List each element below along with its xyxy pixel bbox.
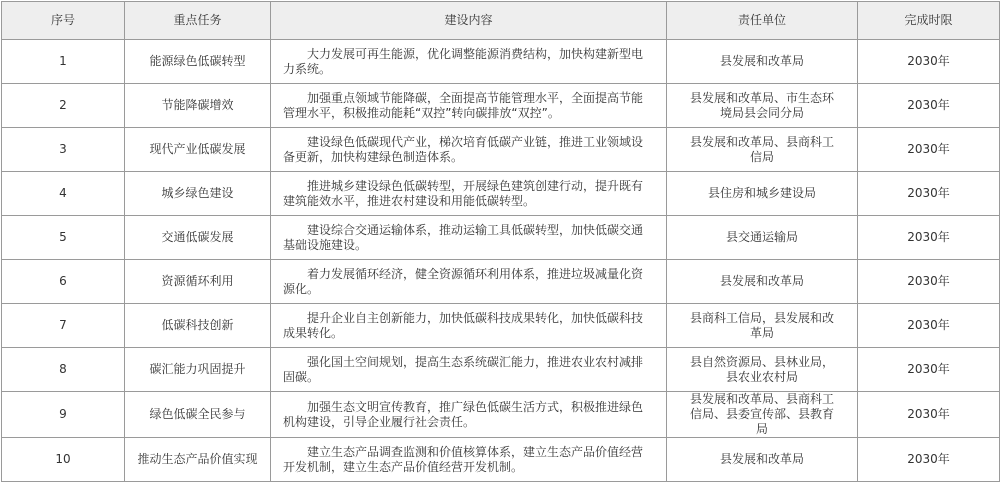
row-deadline: 2030年 bbox=[858, 172, 1000, 216]
row-task: 低碳科技创新 bbox=[125, 304, 271, 348]
row-index: 2 bbox=[2, 84, 125, 128]
task-table bbox=[1, 1, 1000, 482]
row-index: 4 bbox=[2, 172, 125, 216]
row-deadline: 2030年 bbox=[858, 84, 1000, 128]
row-unit: 县发展和改革局 bbox=[667, 40, 858, 84]
table-row bbox=[2, 128, 1000, 172]
row-content: 加强重点领域节能降碳，全面提高节能管理水平，全面提高节能管理水平，积极推动能耗“双控”转向碳排放“双控”。 bbox=[271, 84, 667, 128]
row-deadline: 2030年 bbox=[858, 392, 1000, 438]
row-unit: 县发展和改革局 bbox=[667, 260, 858, 304]
header-unit: 责任单位 bbox=[667, 2, 858, 40]
row-task: 资源循环利用 bbox=[125, 260, 271, 304]
table-row bbox=[2, 348, 1000, 392]
row-deadline: 2030年 bbox=[858, 260, 1000, 304]
row-unit: 县发展和改革局、市生态环境局县会同分局 bbox=[667, 84, 858, 128]
table-row bbox=[2, 392, 1000, 438]
header-index: 序号 bbox=[2, 2, 125, 40]
row-content: 建设综合交通运输体系，推动运输工具低碳转型，加快低碳交通基础设施建设。 bbox=[271, 216, 667, 260]
row-content: 建设绿色低碳现代产业，梯次培育低碳产业链，推进工业领域设备更新，加快构建绿色制造体系。 bbox=[271, 128, 667, 172]
row-index: 3 bbox=[2, 128, 125, 172]
row-task: 城乡绿色建设 bbox=[125, 172, 271, 216]
row-content: 强化国土空间规划，提高生态系统碳汇能力，推进农业农村减排固碳。 bbox=[271, 348, 667, 392]
row-index: 5 bbox=[2, 216, 125, 260]
row-task: 交通低碳发展 bbox=[125, 216, 271, 260]
row-content: 着力发展循环经济，健全资源循环利用体系，推进垃圾减量化资源化。 bbox=[271, 260, 667, 304]
table-row bbox=[2, 172, 1000, 216]
table-row bbox=[2, 84, 1000, 128]
header-task: 重点任务 bbox=[125, 2, 271, 40]
row-content: 加强生态文明宣传教育，推广绿色低碳生活方式，积极推进绿色机构建设，引导企业履行社会责任。 bbox=[271, 392, 667, 438]
row-task: 能源绿色低碳转型 bbox=[125, 40, 271, 84]
table-row bbox=[2, 438, 1000, 482]
row-unit: 县自然资源局、县林业局，县农业农村局 bbox=[667, 348, 858, 392]
row-content: 推进城乡建设绿色低碳转型，开展绿色建筑创建行动，提升既有建筑能效水平，推进农村建设和用能低碳转型。 bbox=[271, 172, 667, 216]
row-deadline: 2030年 bbox=[858, 348, 1000, 392]
row-task: 推动生态产品价值实现 bbox=[125, 438, 271, 482]
row-unit: 县住房和城乡建设局 bbox=[667, 172, 858, 216]
row-deadline: 2030年 bbox=[858, 438, 1000, 482]
row-unit: 县发展和改革局 bbox=[667, 438, 858, 482]
row-deadline: 2030年 bbox=[858, 128, 1000, 172]
row-task: 碳汇能力巩固提升 bbox=[125, 348, 271, 392]
row-deadline: 2030年 bbox=[858, 304, 1000, 348]
table-row bbox=[2, 216, 1000, 260]
header-deadline: 完成时限 bbox=[858, 2, 1000, 40]
row-unit: 县发展和改革局、县商科工信局、县委宣传部、县教育局 bbox=[667, 392, 858, 438]
table-row bbox=[2, 40, 1000, 84]
table-row bbox=[2, 260, 1000, 304]
row-task: 节能降碳增效 bbox=[125, 84, 271, 128]
table-row bbox=[2, 304, 1000, 348]
row-index: 10 bbox=[2, 438, 125, 482]
row-index: 9 bbox=[2, 392, 125, 438]
row-index: 8 bbox=[2, 348, 125, 392]
row-unit: 县商科工信局，县发展和改革局 bbox=[667, 304, 858, 348]
header-content: 建设内容 bbox=[271, 2, 667, 40]
row-index: 7 bbox=[2, 304, 125, 348]
row-deadline: 2030年 bbox=[858, 216, 1000, 260]
row-content: 提升企业自主创新能力，加快低碳科技成果转化，加快低碳科技成果转化。 bbox=[271, 304, 667, 348]
row-deadline: 2030年 bbox=[858, 40, 1000, 84]
row-task: 绿色低碳全民参与 bbox=[125, 392, 271, 438]
row-content: 大力发展可再生能源，优化调整能源消费结构，加快构建新型电力系统。 bbox=[271, 40, 667, 84]
row-task: 现代产业低碳发展 bbox=[125, 128, 271, 172]
header-row bbox=[2, 2, 1000, 40]
row-unit: 县发展和改革局、县商科工信局 bbox=[667, 128, 858, 172]
row-unit: 县交通运输局 bbox=[667, 216, 858, 260]
row-index: 1 bbox=[2, 40, 125, 84]
row-content: 建立生态产品调查监测和价值核算体系，建立生态产品价值经营开发机制，建立生态产品价值经营开发机制。 bbox=[271, 438, 667, 482]
row-index: 6 bbox=[2, 260, 125, 304]
